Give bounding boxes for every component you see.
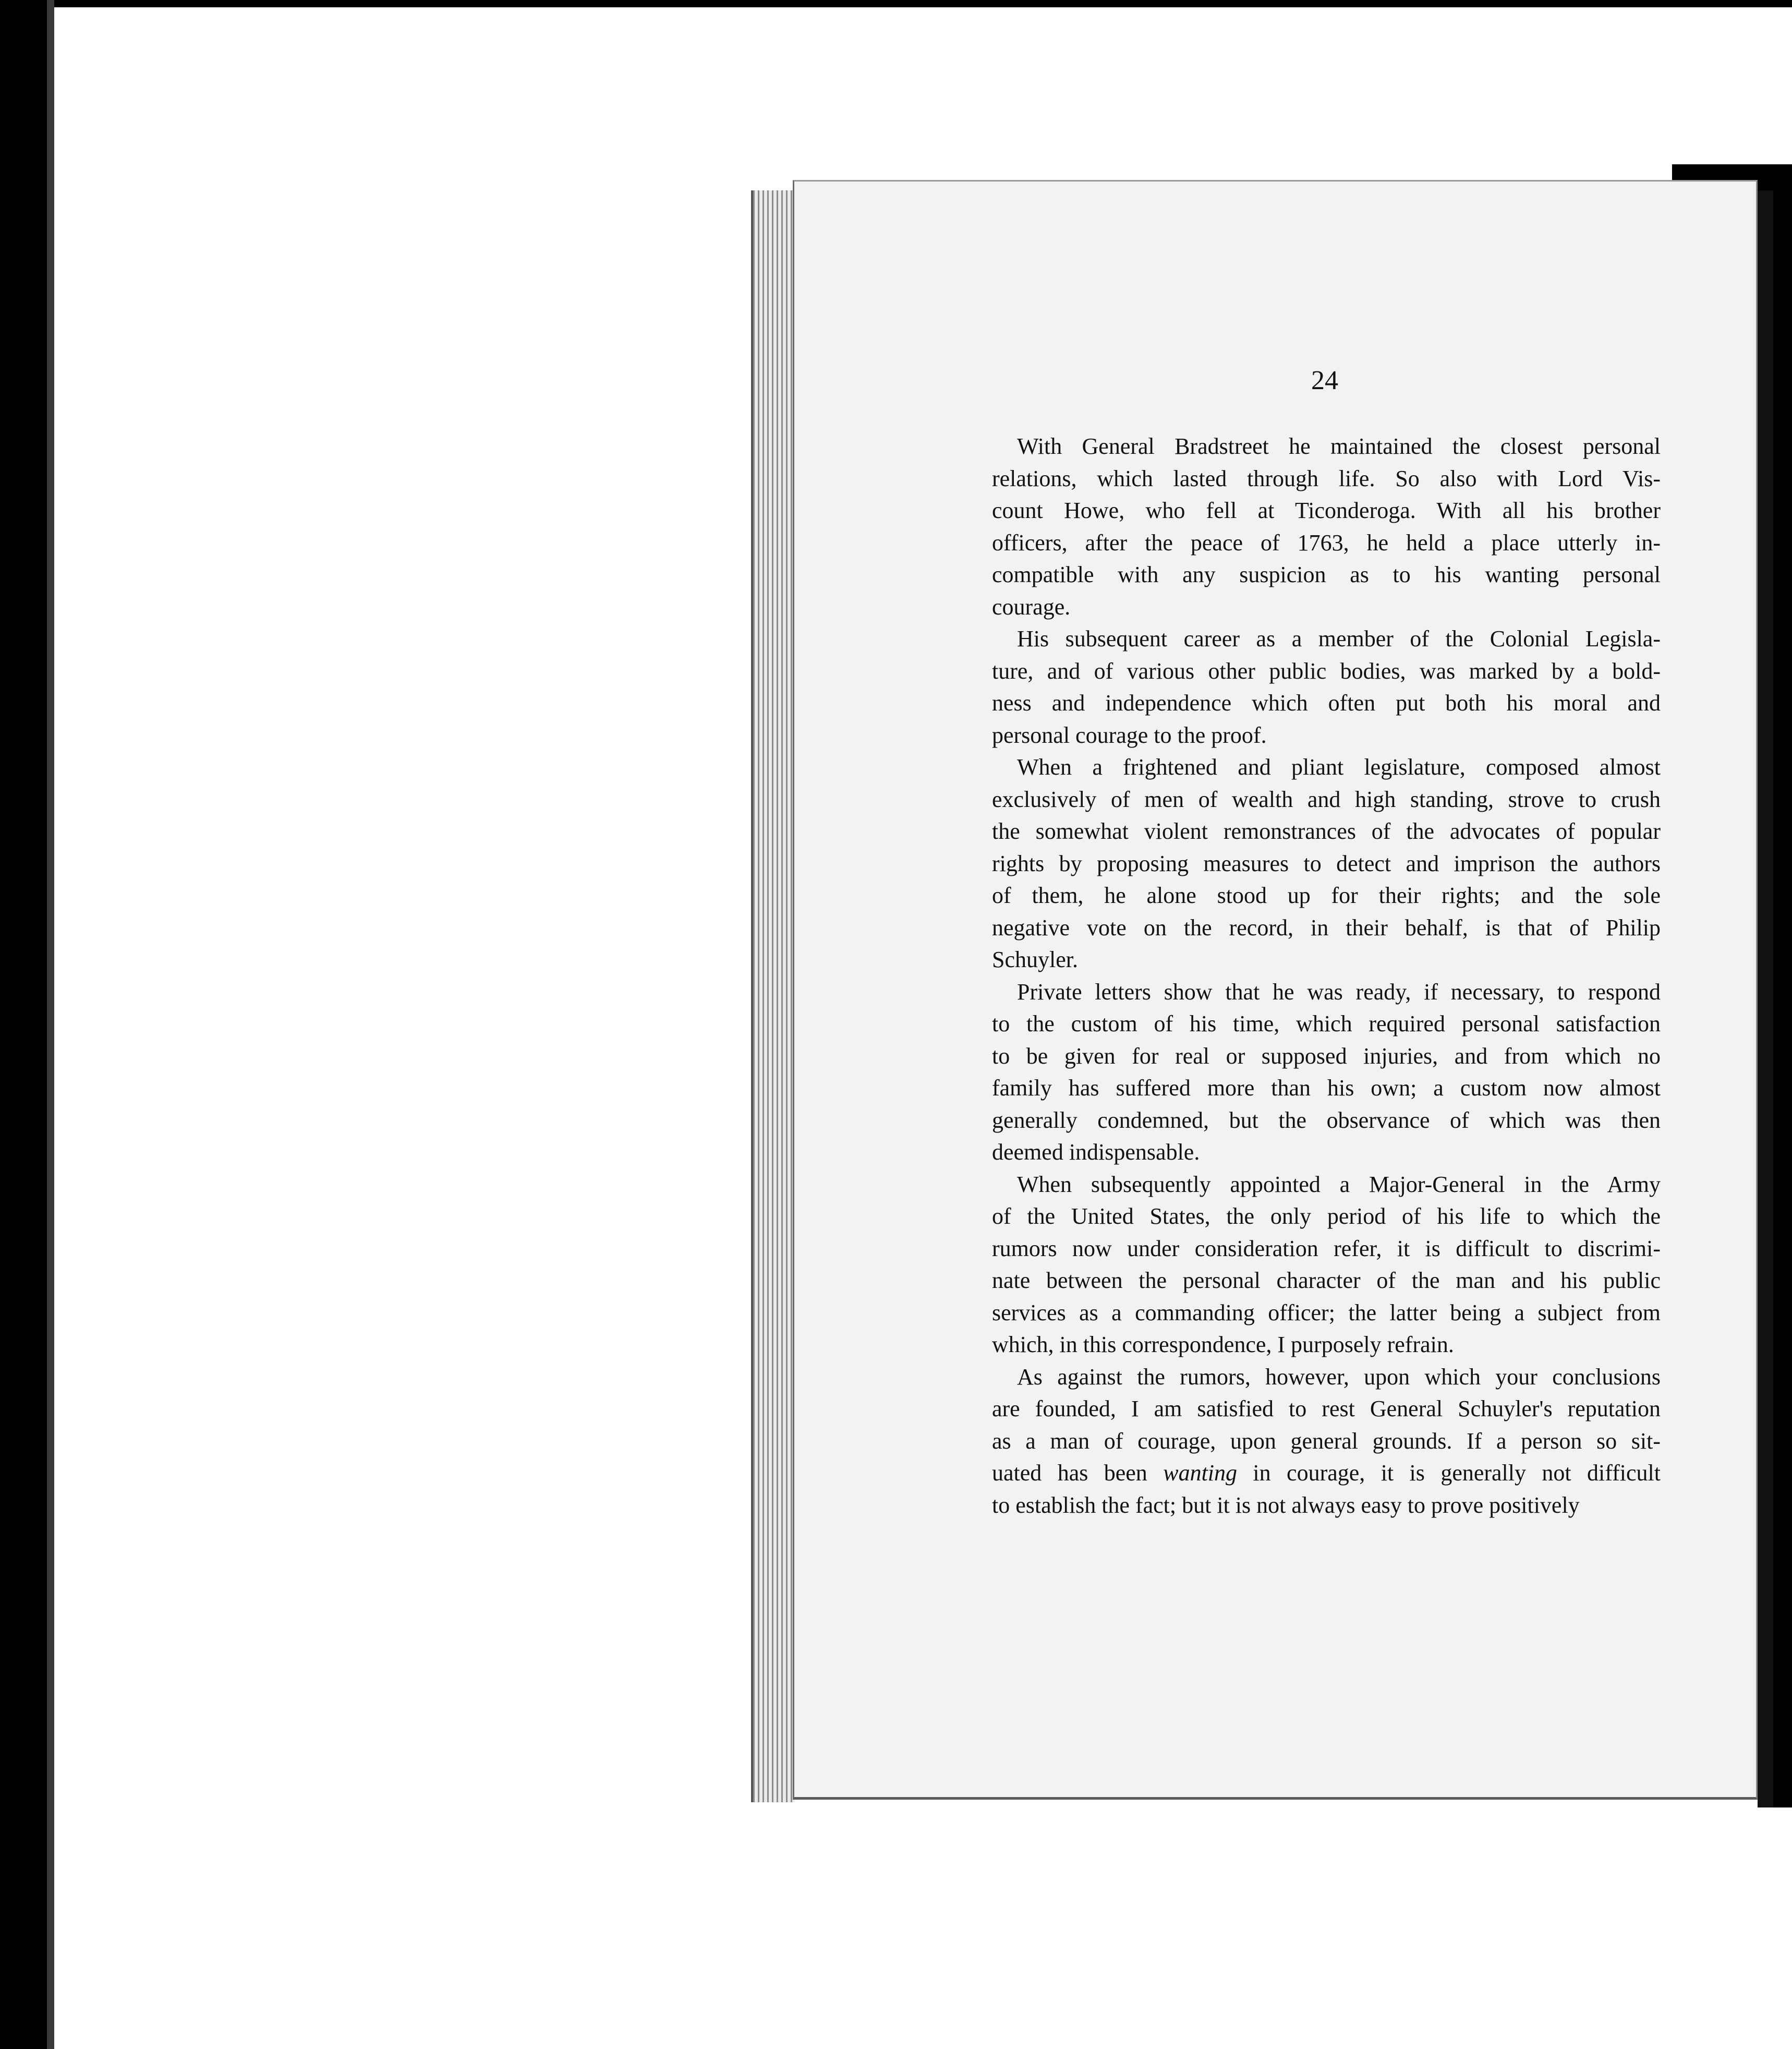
text-line: services as a commanding officer; the latter being a subject from	[992, 1299, 1661, 1325]
text-line: which, in this correspondence, I purposely refrain.	[992, 1332, 1454, 1357]
paragraph	[992, 1361, 1661, 1522]
text-line: Schuyler.	[992, 947, 1078, 972]
text-line: ness and independence which often put both his moral and	[992, 690, 1661, 716]
text-line: Private letters show that he was ready, if necessary, to respond	[1017, 979, 1661, 1005]
text-line: count Howe, who fell at Ticonderoga. With all his brother	[992, 498, 1661, 523]
text-line: courage.	[992, 594, 1071, 620]
text-line: of the United States, the only period of his life to which the	[992, 1203, 1661, 1229]
text-line: deemed indispensable.	[992, 1139, 1200, 1165]
text-line: ture, and of various other public bodies, was marked by a bold-	[992, 658, 1661, 684]
text-line: to establish the fact; but it is not always easy to prove positively	[992, 1492, 1580, 1518]
text-line: of them, he alone stood up for their rights; and the sole	[992, 883, 1661, 908]
scan-frame-top	[0, 0, 1792, 7]
text-line: With General Bradstreet he maintained the closest personal	[1017, 433, 1661, 459]
text-line: exclusively of men of wealth and high standing, strove to crush	[992, 786, 1661, 812]
text-line: personal courage to the proof.	[992, 722, 1267, 748]
paragraph	[992, 430, 1661, 623]
paragraph	[992, 751, 1661, 976]
text-line: generally condemned, but the observance of which was then	[992, 1107, 1661, 1133]
text-line: When subsequently appointed a Major-General in the Army	[1017, 1171, 1661, 1197]
text-line: officers, after the peace of 1763, he held a place utterly in-	[992, 529, 1661, 556]
paragraph	[992, 623, 1661, 751]
text-line: rights by proposing measures to detect and imprison the authors	[992, 850, 1661, 876]
text-line: as a man of courage, upon general grounds. If a person so sit-	[992, 1428, 1661, 1454]
book-shadow-right	[1771, 164, 1792, 1807]
text-line: compatible with any suspicion as to his wanting personal	[992, 562, 1661, 587]
text-line: uated has been wanting in courage, it is generally not difficult	[992, 1460, 1661, 1486]
page-number: 24	[1311, 366, 1338, 395]
italic-text: wanting	[1163, 1460, 1238, 1486]
page-edges	[751, 190, 795, 1802]
text-line: His subsequent career as a member of the Colonial Legisla-	[1017, 626, 1661, 652]
text-line: nate between the personal character of the man and his public	[992, 1268, 1661, 1293]
scan-frame-left	[0, 0, 47, 2049]
text-line: the somewhat violent remonstrances of the advocates of popular	[992, 818, 1661, 844]
paragraph	[992, 976, 1661, 1168]
paragraph	[992, 1168, 1661, 1361]
book-shadow-right-strip	[1758, 190, 1773, 1807]
text-line: When a frightened and pliant legislature, composed almost	[1017, 754, 1661, 780]
text-line: negative vote on the record, in their behalf, is that of Philip	[992, 914, 1661, 941]
text-line: are founded, I am satisfied to rest General Schuyler's reputation	[992, 1396, 1661, 1421]
scan-frame-left-inner	[47, 0, 54, 2049]
text-block	[992, 430, 1661, 1521]
text-line: relations, which lasted through life. So also with Lord Vis-	[992, 465, 1661, 491]
text-line: rumors now under consideration refer, it is difficult to discrimi-	[992, 1235, 1661, 1261]
text-line: to the custom of his time, which required personal satisfaction	[992, 1011, 1661, 1036]
text-line: to be given for real or supposed injuries, and from which no	[992, 1043, 1661, 1069]
text-line: As against the rumors, however, upon which your conclusions	[1017, 1364, 1661, 1390]
text-line: family has suffered more than his own; a custom now almost	[992, 1075, 1661, 1101]
